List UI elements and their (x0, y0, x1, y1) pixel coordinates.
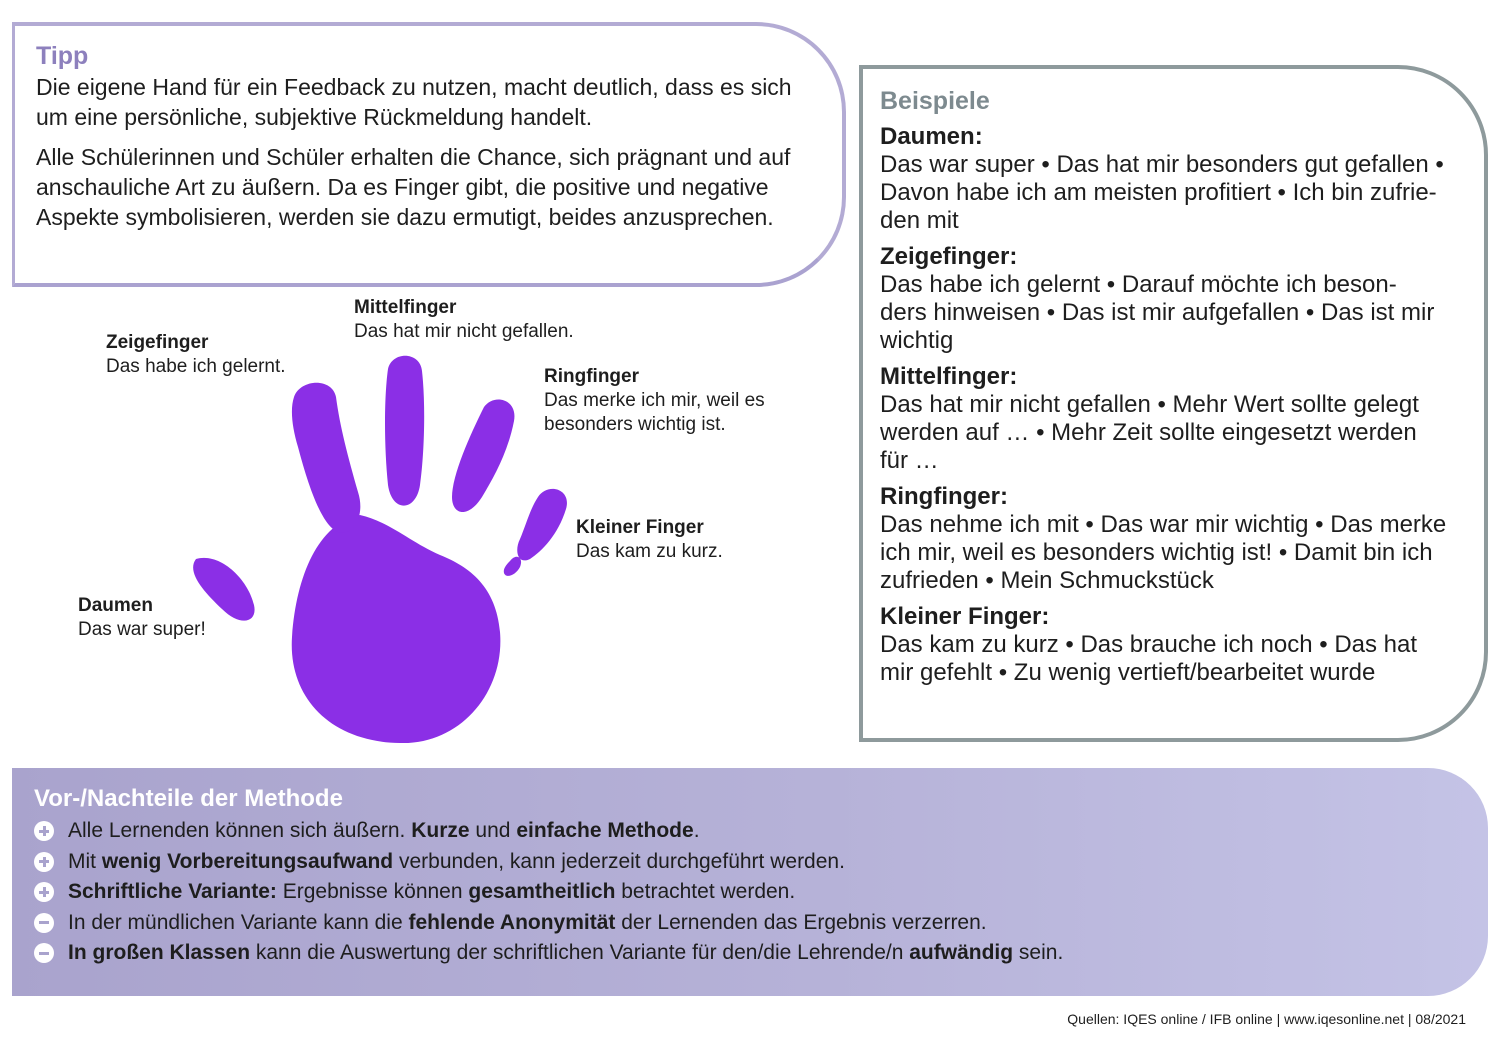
text-segment: Ergebnisse können (276, 880, 469, 904)
beispiel-line: Das habe ich gelernt • Darauf möchte ich beson- (880, 271, 1397, 298)
beispiel-line: Das kam zu kurz • Das brauche ich noch • Das hat (880, 631, 1418, 658)
label-ringfinger-text-2: besonders wichtig ist. (544, 414, 726, 435)
text-segment: sein. (1013, 941, 1064, 965)
beispiel-heading: Ringfinger: (880, 483, 1008, 510)
pros-cons-panel (12, 768, 1488, 996)
plus-circle-icon (34, 852, 54, 872)
beispiel-line: den mit (880, 207, 959, 234)
emphasis-text: gesamtheitlich (468, 880, 616, 904)
beispiel-line: Das hat mir nicht gefallen • Mehr Wert sollte gelegt (880, 391, 1419, 418)
advantage-item (34, 877, 1468, 908)
text-segment: Alle Lernenden können sich äußern. (68, 819, 412, 843)
emphasis-text: aufwändig (909, 941, 1014, 965)
label-kleiner-finger-name: Kleiner Finger (576, 517, 704, 538)
text-segment: . (693, 819, 700, 843)
hand-illustration (0, 287, 850, 757)
hand-ring-finger (452, 399, 514, 512)
pros-cons-text (68, 819, 700, 843)
tipp-paragraph-1: Die eigene Hand für ein Feedback zu nutzen, macht deutlich, dass es sich um eine persönliche, subjektive Rückmeldung handelt. (36, 74, 792, 130)
pros-cons-list (34, 816, 1468, 969)
plus-circle-icon (34, 882, 54, 902)
emphasis-text: fehlende Anonymität (408, 910, 616, 934)
text-segment: kann die Auswertung der schriftlichen Variante für den/die Lehrende/n (250, 941, 910, 965)
hand-little-finger (517, 489, 567, 561)
hand-palm (292, 515, 501, 743)
text-segment: und (469, 819, 517, 843)
label-daumen (78, 594, 206, 642)
beispiel-line: ders hinweisen • Das ist mir aufgefallen • Das ist mir (880, 299, 1435, 326)
disadvantage-item (34, 908, 1468, 939)
label-zeigefinger-text: Das habe ich gelernt. (106, 356, 286, 377)
advantage-item (34, 847, 1468, 878)
beispiel-line: Davon habe ich am meisten profitiert • Ich bin zufrie- (880, 179, 1437, 206)
text-segment: Mit (68, 849, 102, 873)
pros-cons-text (68, 911, 987, 935)
pros-cons-text (68, 850, 845, 874)
beispiel-line: zufrieden • Mein Schmuckstück (880, 567, 1214, 594)
text-segment: verbunden, kann jederzeit durchgeführt werden. (393, 849, 845, 873)
emphasis-text: einfache Methode (516, 819, 694, 843)
hand-index-finger (292, 383, 360, 533)
beispiel-line: Das nehme ich mit • Das war mir wichtig • Das merke (880, 511, 1447, 538)
label-zeigefinger-name: Zeigefinger (106, 332, 209, 353)
label-kleiner-finger (576, 516, 723, 564)
beispiel-line: wichtig (880, 327, 954, 354)
beispiel-heading: Mittelfinger: (880, 363, 1018, 390)
hand-little-fingertip (504, 557, 521, 576)
tipp-box (12, 22, 846, 287)
pros-cons-text (68, 941, 1063, 965)
text-segment: In der mündlichen Variante kann die (68, 910, 409, 934)
emphasis-text: Schriftliche Variante: (68, 880, 277, 904)
text-segment: betrachtet werden. (615, 880, 796, 904)
beispiele-box (859, 65, 1488, 742)
pros-cons-text (68, 880, 795, 904)
emphasis-text: In großen Klassen (68, 941, 251, 965)
beispiel-heading: Daumen: (880, 123, 983, 150)
label-kleiner-finger-text: Das kam zu kurz. (576, 541, 723, 562)
beispiel-line: mir gefehlt • Zu wenig vertieft/bearbeitet wurde (880, 659, 1376, 686)
advantage-item (34, 816, 1468, 847)
hand-middle-finger (385, 356, 424, 506)
label-mittelfinger-name: Mittelfinger (354, 297, 457, 318)
beispiel-heading: Zeigefinger: (880, 243, 1018, 270)
label-mittelfinger-text: Das hat mir nicht gefallen. (354, 321, 574, 342)
beispiel-heading: Kleiner Finger: (880, 603, 1050, 630)
tipp-title: Tipp (36, 42, 89, 70)
tipp-paragraph-2: Alle Schülerinnen und Schüler erhalten die Chance, sich prägnant und auf anschauliche Art zu äußern. Da es Finger gibt, die positive und negative Aspekte symbolisieren, werden sie dazu ermutigt, beides anzusprechen. (36, 144, 791, 230)
emphasis-text: Kurze (411, 819, 470, 843)
label-zeigefinger (106, 331, 286, 379)
beispiel-line: ich mir, weil es besonders wichtig ist! • Damit bin ich (880, 539, 1433, 566)
label-ringfinger-name: Ringfinger (544, 366, 639, 387)
beispiele-list (880, 123, 1470, 687)
plus-circle-icon (34, 821, 54, 841)
label-mittelfinger (354, 296, 574, 344)
label-daumen-name: Daumen (78, 595, 153, 616)
footer-sources: Quellen: IQES online / IFB online | www.iqesonline.net | 08/2021 (1067, 1011, 1466, 1027)
label-ringfinger (544, 365, 765, 437)
beispiel-item (880, 483, 1470, 595)
pros-cons-title: Vor-/Nachteile der Methode (34, 785, 343, 812)
emphasis-text: wenig Vorbereitungsaufwand (101, 849, 394, 873)
beispiel-item (880, 363, 1470, 475)
label-ringfinger-text-1: Das merke ich mir, weil es (544, 390, 765, 411)
beispiel-line: für … (880, 447, 939, 474)
beispiel-item (880, 603, 1470, 687)
minus-circle-icon (34, 943, 54, 963)
beispiel-item (880, 123, 1470, 235)
disadvantage-item (34, 938, 1468, 969)
label-daumen-text: Das war super! (78, 619, 206, 640)
text-segment: der Lernenden das Ergebnis verzerren. (615, 910, 987, 934)
minus-circle-icon (34, 913, 54, 933)
beispiele-title: Beispiele (880, 87, 990, 115)
beispiel-item (880, 243, 1470, 355)
beispiel-line: werden auf … • Mehr Zeit sollte eingesetzt werden (880, 419, 1417, 446)
beispiel-line: Das war super • Das hat mir besonders gut gefallen • (880, 151, 1444, 178)
